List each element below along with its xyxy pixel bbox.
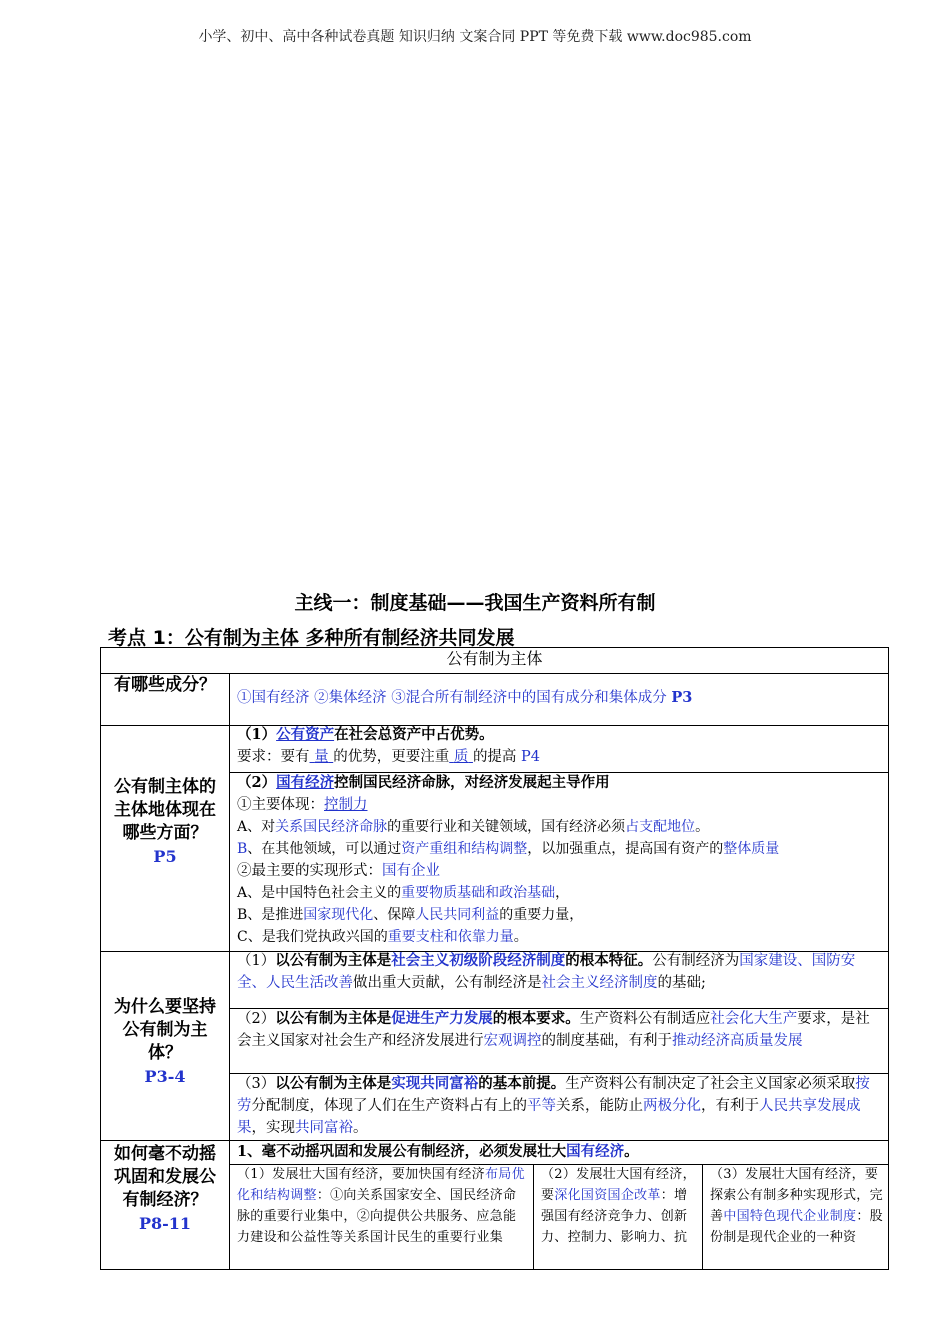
row2-line-control: ①主要体现：控制力 bbox=[237, 797, 368, 813]
row4-page-ref: P8-11 bbox=[138, 1214, 192, 1233]
table-head-text: 公有制为主体 bbox=[446, 649, 543, 668]
row2-line-requirement: 要求：要有 量 的优势，更要注重 质 的提高 P4 bbox=[237, 749, 541, 765]
row1-label bbox=[112, 674, 218, 697]
section-title: 主线一：制度基础——我国生产资料所有制 bbox=[294, 592, 656, 614]
row4-sub2: （2）发展壮大国有经济，要深化国资国企改革：增强国有经济竞争力、创新力、控制力、影响力、抗 bbox=[541, 1167, 696, 1245]
row2-label-text: 公有制主体的主体地体现在哪些方面？ bbox=[114, 777, 216, 843]
page-header: 小学、初中、高中各种试卷真题 知识归纳 文案合同 PPT 等免费下载 www.doc985.com bbox=[198, 29, 752, 45]
row1-content bbox=[237, 687, 692, 709]
row1-content-text: ①国有经济 ②集体经济 ③混合所有制经济中的国有成分和集体成分 bbox=[237, 690, 667, 706]
row4-label bbox=[112, 1143, 218, 1236]
row2-label bbox=[112, 776, 218, 869]
row4-sub1: （1）发展壮大国有经济，要加快国有经济布局优化和结构调整：①向关系国家安全、国民经济命脉的重要行业集中，②向提供公共服务、应急能力建设和公益性等关系国计民生的重要行业集 bbox=[237, 1167, 525, 1245]
row2-line-form: ②最主要的实现形式：国有企业 bbox=[237, 863, 440, 879]
row2-page-ref: P5 bbox=[153, 847, 177, 866]
row1-label-text: 有哪些成分？ bbox=[114, 675, 216, 695]
row3-reason3: （3）以公有制为主体是实现共同富裕的基本前提。生产资料公有制决定了社会主义国家必须采取按劳分配制度，体现了人们在生产资料占有上的平等关系，能防止两极分化，有利于人民共享发展成果，实现共同富裕。 bbox=[237, 1075, 870, 1136]
row2-line-state-economy: （2）国有经济控制国民经济命脉，对经济发展起主导作用 bbox=[237, 774, 610, 791]
row4-sub3: （3）发展壮大国有经济，要探索公有制多种实现形式，完善中国特色现代企业制度：股份制是现代企业的一种资 bbox=[710, 1167, 883, 1245]
row2-line-b: B、在其他领域，可以通过资产重组和结构调整，以加强重点，提高国有资产的整体质量 bbox=[237, 841, 780, 857]
row3-page-ref: P3-4 bbox=[144, 1067, 186, 1086]
row4-label-text: 如何毫不动摇巩固和发展公有制经济？ bbox=[114, 1144, 216, 1210]
row2-part2 bbox=[237, 772, 882, 948]
row2-part1 bbox=[237, 724, 882, 768]
row3-reason1: （1）以公有制为主体是社会主义初级阶段经济制度的根本特征。公有制经济为国家建设、国防安全、人民生活改善做出重大贡献，公有制经济是社会主义经济制度的基础; bbox=[237, 952, 856, 991]
row3-reason2: （2）以公有制为主体是促进生产力发展的根本要求。生产资料公有制适应社会化大生产要求，是社会主义国家对社会生产和经济发展进行宏观调控的制度基础，有利于推动经济高质量发展 bbox=[237, 1010, 870, 1049]
row2-line-public-assets: （1）公有资产在社会总资产中占优势。 bbox=[237, 726, 494, 743]
row3-label bbox=[112, 996, 218, 1089]
row1-page-ref: P3 bbox=[671, 689, 693, 706]
row3-label-text: 为什么要坚持公有制为主体？ bbox=[114, 997, 216, 1063]
row2-line-soe-b: B、是推进国家现代化、保障人民共同利益的重要力量， bbox=[237, 907, 584, 923]
row4-head: 1、毫不动摇巩固和发展公有制经济，必须发展壮大国有经济。 bbox=[237, 1143, 639, 1160]
row2-line-a: A、对关系国民经济命脉的重要行业和关键领域，国有经济必须占支配地位。 bbox=[237, 819, 710, 835]
row2-line-soe-c: C、是我们党执政兴国的重要支柱和依靠力量。 bbox=[237, 929, 528, 945]
topic-subtitle: 考点 1：公有制为主体 多种所有制经济共同发展 bbox=[108, 627, 515, 649]
row2-line-soe-a: A、是中国特色社会主义的重要物质基础和政治基础， bbox=[237, 885, 570, 901]
